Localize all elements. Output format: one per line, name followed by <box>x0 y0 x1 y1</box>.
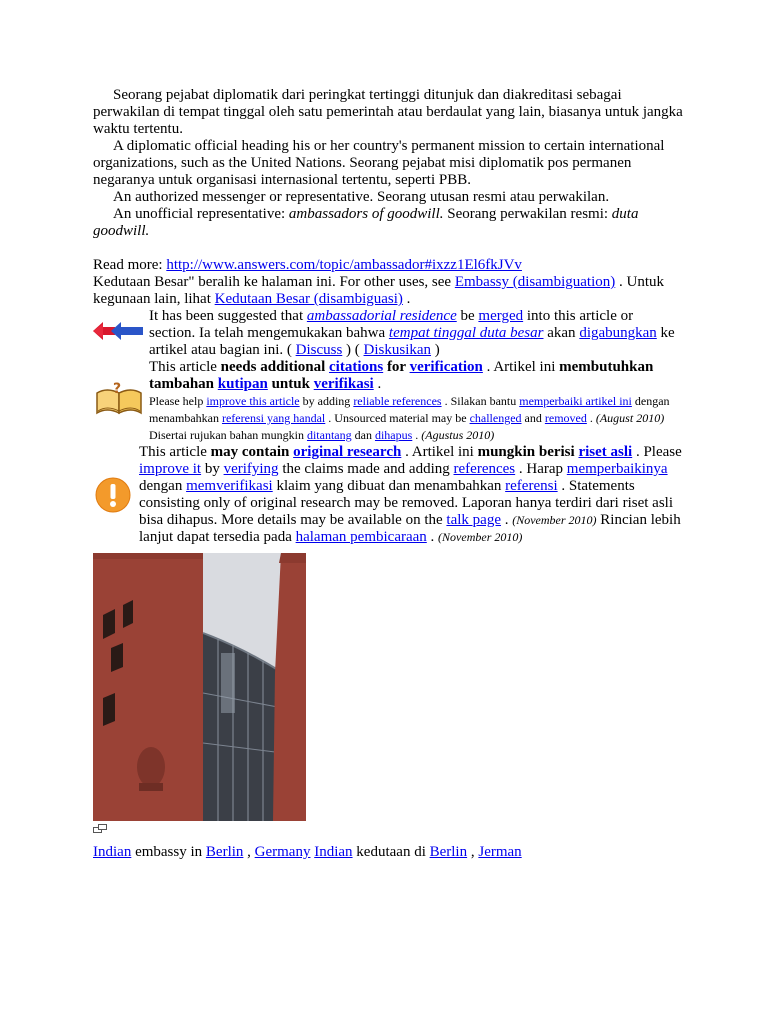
notice-text: . Unsourced material may be <box>325 411 470 425</box>
definition-3: An authorized messenger or representative. Seorang utusan resmi atau perwakilan. <box>113 189 610 205</box>
read-more-line <box>93 257 683 274</box>
notice-text: . <box>586 411 596 425</box>
removed-link[interactable]: removed <box>544 411 587 425</box>
notice-text: This article <box>139 444 211 460</box>
references-link[interactable]: references <box>453 461 516 477</box>
riset-asli-link[interactable]: riset asli <box>578 444 633 460</box>
read-more-label: Read more: <box>93 257 167 273</box>
definition-2: A diplomatic official heading his or her country's permanent mission to certain international organizations, such as the United Nations. Seorang pejabat misi diplomatik pos permanen negaranya untuk organisasi internasional tertentu, seperti PBB. <box>93 138 665 188</box>
dihapus-link[interactable]: dihapus <box>374 428 413 442</box>
verifying-link[interactable]: verifying <box>223 461 279 477</box>
notice-text: dan <box>351 428 375 442</box>
talk-page-link[interactable]: talk page <box>446 512 501 528</box>
notice-date: (August 2010) <box>595 411 665 425</box>
definition-1: Seorang pejabat diplomatik dari peringkat tertinggi ditunjuk dan diakreditasi sebagai perwakilan di tempat tinggal oleh satu pemerintah atau berdaulat yang lain, biasanya untuk jangka waktu tertentu. <box>93 87 683 137</box>
merge-arrows-icon <box>93 318 143 344</box>
diskusikan-link[interactable]: Diskusikan <box>363 342 432 358</box>
caption-text: kedutaan di <box>352 844 430 860</box>
original-research-link[interactable]: original research <box>293 444 402 460</box>
redirect-text: Kedutaan Besar" beralih ke halaman ini. For other uses, see <box>93 274 455 290</box>
notice-text: . Artikel ini <box>401 444 478 460</box>
ditantang-link[interactable]: ditantang <box>306 428 352 442</box>
notice-text: . <box>500 512 513 528</box>
notice-bold-text: untuk <box>267 376 314 392</box>
challenged-link[interactable]: challenged <box>469 411 522 425</box>
redirect-note <box>93 274 683 308</box>
caption-text: embassy in <box>131 844 206 860</box>
indian-id-link[interactable]: Indian <box>314 844 353 860</box>
merge-notice-text <box>149 308 683 359</box>
notice-text: . <box>373 376 382 392</box>
kutipan-link[interactable]: kutipan <box>217 376 268 392</box>
notice-text: by <box>201 461 224 477</box>
citations-link[interactable]: citations <box>329 359 384 375</box>
merged-link[interactable]: merged <box>478 308 524 324</box>
discuss-link[interactable]: Discuss <box>295 342 343 358</box>
notice-text: . Silakan bantu <box>441 394 520 408</box>
memperbaikinya-link[interactable]: memperbaikinya <box>566 461 668 477</box>
notice-text: . <box>426 529 439 545</box>
notice-text: ) ( <box>342 342 364 358</box>
notice-text: into this article or section. Ia telah mengemukakan bahwa <box>149 308 634 341</box>
reliable-references-link[interactable]: reliable references <box>353 394 442 408</box>
improve-it-link[interactable]: improve it <box>139 461 202 477</box>
notice-bold-text: needs additional <box>220 359 330 375</box>
notice-text: ke artikel atau bagian ini. ( <box>149 325 675 358</box>
enlarge-icon[interactable] <box>93 824 107 833</box>
spacer <box>93 240 683 257</box>
notice-text: Please help <box>149 394 207 408</box>
notice-date: (Agustus 2010) <box>421 428 495 442</box>
notice-text: . Please <box>632 444 682 460</box>
merge-notice <box>93 308 683 359</box>
svg-text:?: ? <box>113 381 122 397</box>
indian-link[interactable]: Indian <box>93 844 132 860</box>
verification-link[interactable]: verification <box>409 359 483 375</box>
notice-text: . <box>412 428 422 442</box>
memperbaiki-artikel-link[interactable]: memperbaiki artikel ini <box>519 394 632 408</box>
notice-text: . Artikel ini <box>482 359 560 375</box>
redirect-text: . Untuk kegunaan lain, lihat <box>93 274 664 307</box>
embassy-photo[interactable] <box>93 553 306 821</box>
notice-date: (November 2010) <box>438 530 523 544</box>
definition-4-text-a: An unofficial representative: <box>113 206 289 222</box>
redirect-text: . <box>402 291 411 307</box>
kedutaan-disambiguasi-link[interactable]: Kedutaan Besar (disambiguasi) <box>214 291 403 307</box>
ambassadorial-residence-link[interactable]: ambassadorial residence <box>306 308 457 324</box>
notice-text: dengan menambahkan <box>149 394 670 425</box>
notice-text: . Harap <box>515 461 567 477</box>
caption-text: , <box>243 844 255 860</box>
digabungkan-link[interactable]: digabungkan <box>579 325 657 341</box>
citation-notice-text <box>149 359 683 393</box>
notice-text: be <box>456 308 479 324</box>
memverifikasi-link[interactable]: memverifikasi <box>186 478 273 494</box>
halaman-pembicaraan-link[interactable]: halaman pembicaraan <box>295 529 427 545</box>
notice-text: Rincian lebih lanjut dapat tersedia pada <box>139 512 681 545</box>
exclamation-icon <box>95 477 131 513</box>
notice-bold-text: membutuhkan tambahan <box>149 359 654 392</box>
notice-bold-text: may contain <box>210 444 294 460</box>
notice-text: the claims made and adding <box>278 461 454 477</box>
caption-text: , <box>467 844 479 860</box>
berlin-link[interactable]: Berlin <box>205 844 244 860</box>
verifikasi-link[interactable]: verifikasi <box>313 376 374 392</box>
notice-text: by adding <box>299 394 354 408</box>
original-research-text <box>139 444 683 546</box>
definition-4-italic-b: duta goodwill. <box>93 206 639 239</box>
notice-text: dengan <box>139 478 187 494</box>
article-body <box>93 87 683 861</box>
notice-text: ) <box>431 342 440 358</box>
notice-text: klaim yang dibuat dan menambahkan <box>272 478 506 494</box>
definition-4-italic-a: ambassadors of goodwill. <box>288 206 444 222</box>
tempat-tinggal-link[interactable]: tempat tinggal duta besar <box>388 325 544 341</box>
referensi-handal-link[interactable]: referensi yang handal <box>221 411 326 425</box>
embassy-building-image <box>93 553 306 821</box>
definition-4 <box>93 206 683 240</box>
notice-bold-text: for <box>383 359 410 375</box>
berlin-id-link[interactable]: Berlin <box>429 844 468 860</box>
photo-caption <box>93 844 683 861</box>
germany-link[interactable]: Germany <box>254 844 311 860</box>
notice-text: Disertai rujukan bahan mungkin <box>149 428 307 442</box>
notice-bold-text: mungkin berisi <box>477 444 579 460</box>
citation-notice-detail <box>149 393 683 444</box>
notice-text: . Statements consisting only of original research may be removed. Laporan hanya terdiri dari riset asli bisa dihapus. More details may be available on the <box>139 478 673 528</box>
notice-text: and <box>521 411 545 425</box>
book-question-icon <box>95 381 143 417</box>
referensi-link[interactable]: referensi <box>505 478 558 494</box>
definition-4-text-b: Seorang perwakilan resmi: <box>443 206 612 222</box>
read-more-link[interactable]: http://www.answers.com/topic/ambassador#ixzz1El6fkJVv <box>166 257 522 273</box>
notice-text: This article <box>149 359 221 375</box>
improve-article-link[interactable]: improve this article <box>206 394 300 408</box>
jerman-link[interactable]: Jerman <box>478 844 522 860</box>
notice-date: (November 2010) <box>512 513 597 527</box>
citation-notice <box>93 359 683 444</box>
notice-text: akan <box>543 325 580 341</box>
embassy-disambiguation-link[interactable]: Embassy (disambiguation) <box>454 274 616 290</box>
original-research-notice <box>93 444 683 546</box>
notice-text: It has been suggested that <box>149 308 307 324</box>
